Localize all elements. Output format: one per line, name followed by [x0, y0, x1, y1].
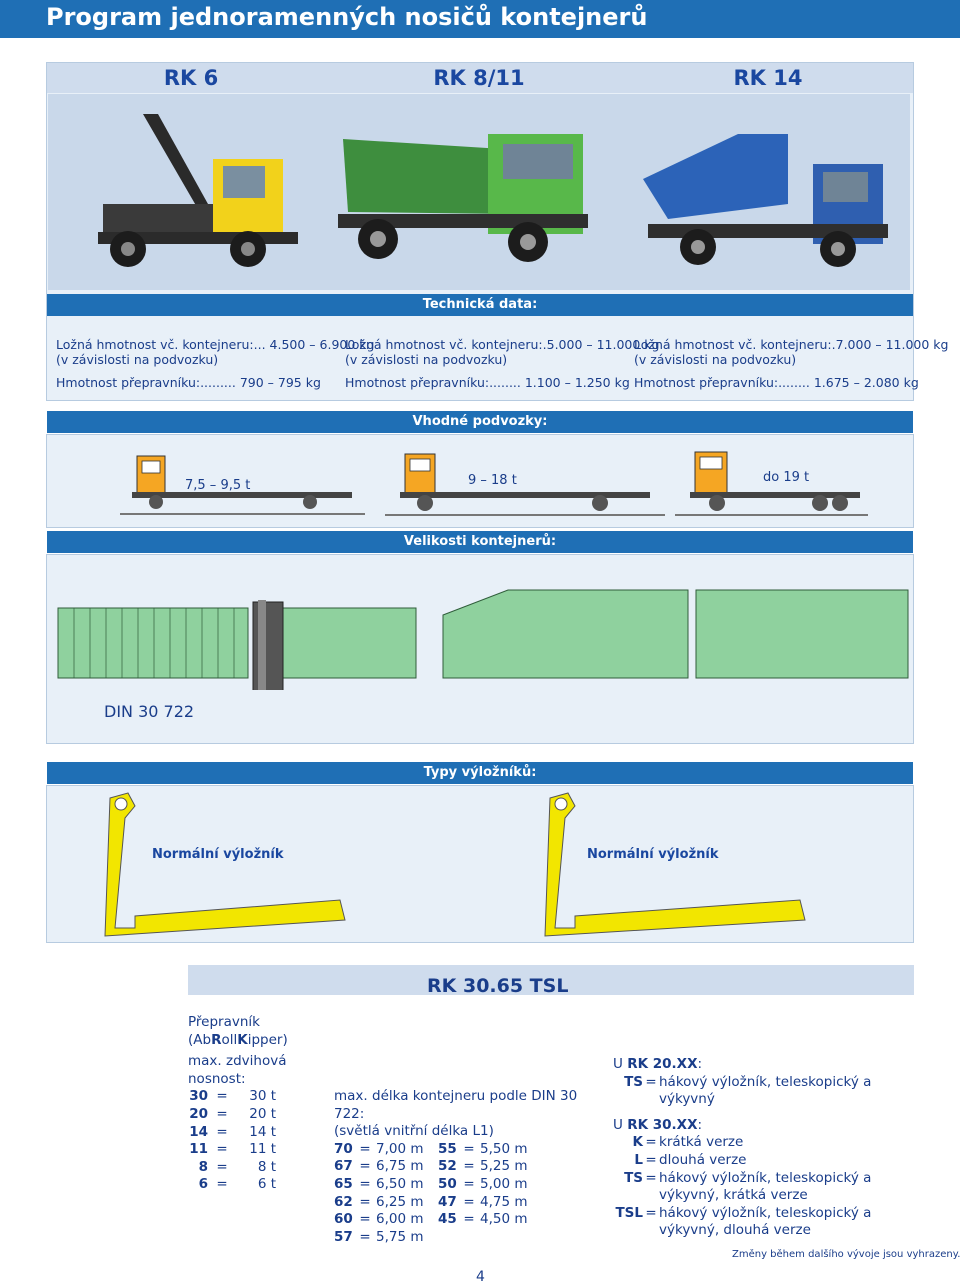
length-equals: = [463, 1211, 475, 1228]
length-equals: = [359, 1228, 371, 1245]
length-row [334, 1176, 594, 1194]
length-value: 6,25 m [376, 1193, 424, 1210]
variant-desc-2: výkyvný, dlouhá verze [659, 1222, 811, 1239]
variant-row [613, 1205, 913, 1223]
variant-code: L [634, 1151, 643, 1168]
variant-row [613, 1134, 913, 1152]
variant-row-cont [613, 1091, 913, 1109]
tech-load-rk6: Ložná hmotnost vč. kontejneru:... 4.500 – 6.900 kg [56, 337, 375, 352]
chassis-large-label: do 19 t [763, 470, 810, 485]
length-code: 62 [334, 1193, 353, 1210]
variant-row-cont [613, 1187, 913, 1205]
lift-equals: = [216, 1105, 228, 1122]
arm-drawing-left [105, 793, 345, 936]
length-rows [334, 1141, 594, 1247]
lift-row [188, 1124, 308, 1142]
carrier-sub: (AbRollKipper) [188, 1031, 288, 1048]
arm-label-left: Normální výložník [152, 847, 284, 862]
length-row [334, 1229, 594, 1247]
truck-photos [48, 94, 910, 290]
variant-desc: krátká verze [659, 1134, 744, 1151]
variant-desc-2: výkyvný [659, 1091, 715, 1108]
chassis-medium-icon [385, 454, 665, 515]
lift-value: 20 t [249, 1105, 276, 1122]
lift-row [188, 1106, 308, 1124]
tech-weight-rk6: Hmotnost přepravníku:......... 790 – 795 kg [56, 375, 321, 390]
length-equals: = [359, 1140, 371, 1157]
tech-dependency-rk6: (v závislosti na podvozku) [56, 352, 219, 367]
tech-weight-rk811: Hmotnost přepravníku:........ 1.100 – 1.250 kg [345, 375, 630, 390]
lift-value: 8 t [257, 1158, 276, 1175]
containers-header: Velikosti kontejnerů: [47, 531, 913, 553]
rk30-heading: U RK 30.XX: [613, 1116, 703, 1133]
length-value: 6,75 m [376, 1158, 424, 1175]
variant-row [613, 1074, 913, 1092]
length-row [334, 1194, 594, 1212]
lift-code: 30 [189, 1088, 208, 1105]
length-equals: = [359, 1158, 371, 1175]
lift-code: 11 [189, 1141, 208, 1158]
lift-equals: = [216, 1123, 228, 1140]
variant-equals: = [645, 1134, 657, 1151]
variant-code: K [632, 1134, 643, 1151]
length-code: 55 [438, 1140, 457, 1157]
length-code: 50 [438, 1175, 457, 1192]
variant-desc-2: výkyvný, krátká verze [659, 1187, 808, 1204]
model-rk6: RK 6 [163, 66, 219, 90]
variant-equals: = [645, 1151, 657, 1168]
rk30-rows [613, 1134, 913, 1240]
lift-code: 6 [198, 1176, 208, 1193]
variant-indent [613, 1187, 659, 1205]
chassis-small-label: 7,5 – 9,5 t [185, 478, 251, 493]
lift-column [188, 1014, 308, 1194]
length-row [334, 1141, 594, 1159]
variant-desc: hákový výložník, teleskopický a [659, 1204, 872, 1221]
crane-container-drawing [253, 600, 416, 690]
length-label: max. délka kontejneru podle DIN 30 [334, 1088, 578, 1104]
lift-value: 11 t [249, 1141, 276, 1158]
length-label-2: 722: [334, 1105, 365, 1122]
carrier-label: Přepravník [188, 1014, 260, 1030]
rk20-heading: U RK 20.XX: [613, 1056, 703, 1072]
variant-equals: = [645, 1073, 657, 1090]
lift-row [188, 1159, 308, 1177]
lift-code: 14 [189, 1123, 208, 1140]
lift-rows [188, 1088, 308, 1194]
variant-row [613, 1170, 913, 1188]
lift-equals: = [216, 1176, 228, 1193]
tech-load-rk811: Ložná hmotnost vč. kontejneru:.5.000 – 11.000 kg [345, 337, 660, 352]
length-code: 67 [334, 1158, 353, 1175]
length-equals: = [463, 1140, 475, 1157]
variant-desc: dlouhá verze [659, 1151, 747, 1168]
variants-column [613, 1056, 913, 1240]
tech-weight-rk14: Hmotnost přepravníku:........ 1.675 – 2.080 kg [634, 375, 919, 390]
open-container-drawing [58, 608, 248, 678]
length-label-3: (světlá vnitřní délka L1) [334, 1123, 494, 1140]
lift-label-2: nosnost: [188, 1070, 246, 1087]
page-number: 4 [476, 1269, 485, 1285]
variant-indent [613, 1091, 659, 1109]
length-equals: = [463, 1175, 475, 1192]
model-rk811: RK 8/11 [433, 66, 525, 90]
chassis-header: Vhodné podvozky: [47, 411, 913, 433]
length-equals: = [359, 1211, 371, 1228]
model-rk14: RK 14 [733, 66, 803, 90]
variant-code: TSL [615, 1204, 643, 1221]
length-row [334, 1158, 594, 1176]
arm-drawings [90, 788, 810, 940]
length-code: 65 [334, 1175, 353, 1192]
lift-value: 14 t [249, 1123, 276, 1140]
lift-label: max. zdvihová [188, 1053, 287, 1070]
chassis-medium-label: 9 – 18 t [468, 473, 517, 488]
arms-header: Typy výložníků: [47, 762, 913, 784]
page-title: Program jednoramenných nosičů kontejnerů [46, 3, 648, 31]
length-equals: = [359, 1175, 371, 1192]
variant-equals: = [645, 1169, 657, 1186]
tech-dependency-rk811: (v závislosti na podvozku) [345, 352, 508, 367]
length-value: 5,00 m [480, 1175, 528, 1192]
length-value: 4,50 m [480, 1211, 528, 1228]
variant-code: TS [624, 1169, 643, 1186]
lift-row [188, 1141, 308, 1159]
length-value: 7,00 m [376, 1140, 424, 1157]
length-row [334, 1211, 594, 1229]
lift-row [188, 1176, 308, 1194]
length-equals: = [463, 1158, 475, 1175]
lift-equals: = [216, 1141, 228, 1158]
tech-dependency-rk14: (v závislosti na podvozku) [634, 352, 797, 367]
length-value: 5,75 m [376, 1228, 424, 1245]
length-column [334, 1088, 594, 1246]
lift-equals: = [216, 1158, 228, 1175]
length-equals: = [463, 1193, 475, 1210]
variant-indent [613, 1222, 659, 1240]
lift-row [188, 1088, 308, 1106]
lift-value: 6 t [257, 1176, 276, 1193]
length-value: 4,75 m [480, 1193, 528, 1210]
variant-desc: hákový výložník, teleskopický a [659, 1169, 872, 1186]
large-container-drawing [696, 590, 908, 678]
spec-title: RK 30.65 TSL [427, 975, 569, 997]
length-value: 5,25 m [480, 1158, 528, 1175]
variant-code: TS [624, 1073, 643, 1090]
length-equals: = [359, 1193, 371, 1210]
length-value: 5,50 m [480, 1140, 528, 1157]
lift-code: 8 [198, 1158, 208, 1175]
rk20-rows [613, 1074, 913, 1109]
tech-load-rk14: Ložná hmotnost vč. kontejneru:.7.000 – 11.000 kg [634, 337, 949, 352]
variant-row-cont [613, 1222, 913, 1240]
length-code: 52 [438, 1158, 457, 1175]
arm-label-right: Normální výložník [587, 847, 719, 862]
lift-code: 20 [189, 1105, 208, 1122]
technical-data-header: Technická data: [47, 294, 913, 316]
length-code: 70 [334, 1140, 353, 1157]
lift-equals: = [216, 1088, 228, 1105]
length-value: 6,00 m [376, 1211, 424, 1228]
arm-drawing-right [545, 793, 805, 936]
length-code: 57 [334, 1228, 353, 1245]
length-code: 47 [438, 1193, 457, 1210]
variant-equals: = [645, 1204, 657, 1221]
variant-row [613, 1152, 913, 1170]
lift-value: 30 t [249, 1088, 276, 1105]
container-drawings [48, 560, 910, 690]
length-code: 60 [334, 1211, 353, 1228]
length-code: 45 [438, 1211, 457, 1228]
variant-desc: hákový výložník, teleskopický a [659, 1073, 872, 1090]
closed-container-drawing [443, 590, 688, 678]
footer-note: Změny během dalšího vývoje jsou vyhrazeny. [732, 1249, 960, 1260]
length-value: 6,50 m [376, 1175, 424, 1192]
container-standard-label: DIN 30 722 [104, 702, 195, 721]
